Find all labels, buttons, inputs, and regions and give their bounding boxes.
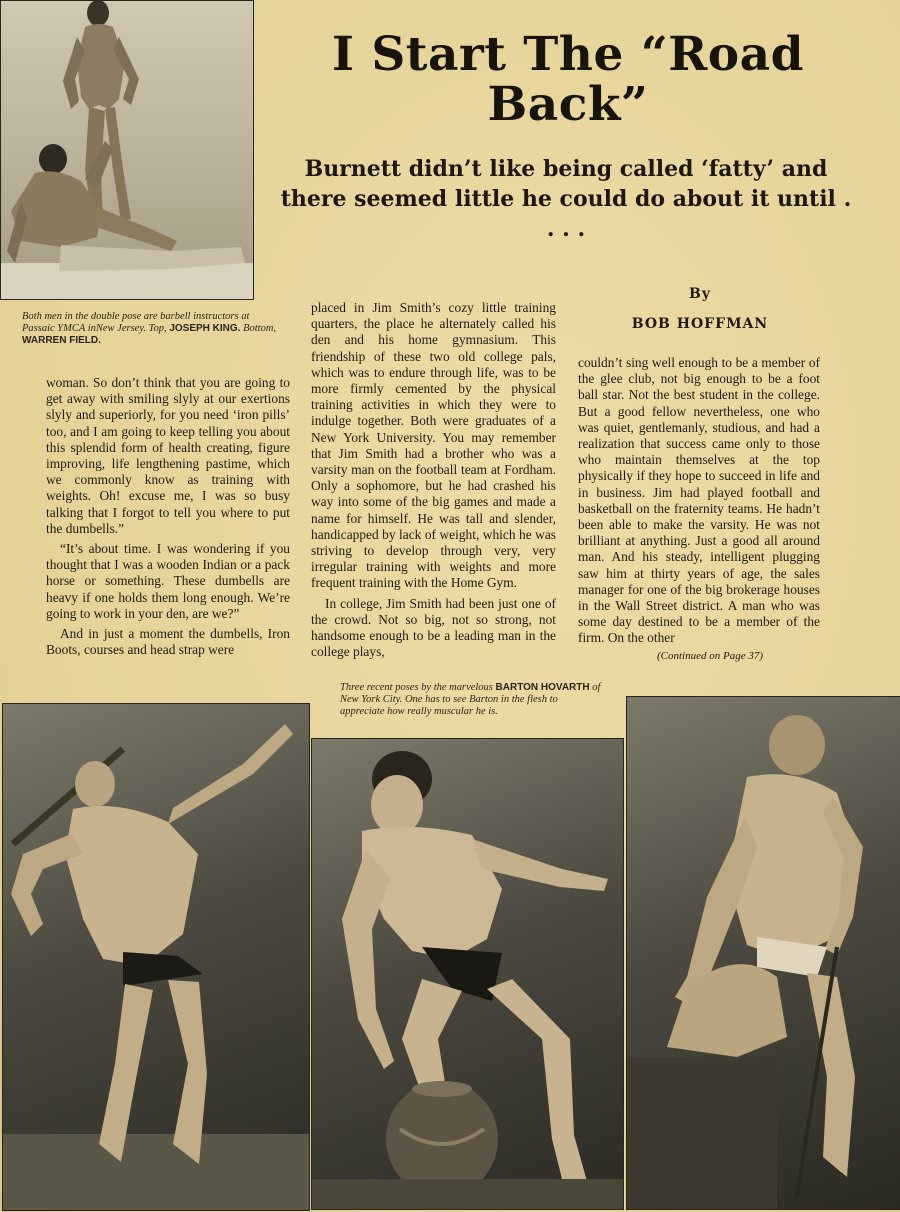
body-column-2 (311, 300, 556, 660)
caption-name-top: JOSEPH KING. (169, 323, 241, 334)
byline-by: By (689, 286, 711, 302)
continued-note: (Continued on Page 37) (656, 650, 763, 662)
caption-text: of New York City. One has to see Barton in the flesh to appreciate how really muscular he is. (340, 682, 601, 717)
author-name: BOB HOFFMAN (631, 316, 769, 332)
paragraph: And in just a moment the dumbells, Iron Boots, courses and head strap were (46, 626, 290, 658)
paragraph: “It’s about time. I was wondering if you thought that I was a wooden Indian or a pack horse or something. These dumbells are heavy if one holds them long enough. We’re going to work in your den, are we?” (46, 541, 290, 621)
pose-photo-vase (311, 738, 624, 1210)
article-title: I Start The “Road Back” (332, 27, 804, 132)
caption-name: BARTON HOVARTH (495, 682, 590, 693)
pose-photo-javelin (2, 703, 310, 1211)
caption-text: Both men in the double pose are barbell instructors at Passaic YMCA inNew Jersey. Top, (22, 311, 250, 334)
double-pose-photo (0, 0, 254, 300)
top-photo-caption (22, 311, 284, 347)
paragraph: woman. So don’t think that you are going to get away with smiling slyly at our exertions slyly and superiorly, for you need ‘iron pills’ too, and I am going to keep telling you about this splendid form of health creating, figure improving, life lengthening pastime, which we commonly know as training with weights. Oh! excuse me, I was so busy talking that I forgot to tell you where to put the dumbells.” (46, 375, 290, 536)
caption-text: Three recent poses by the marvelous (340, 682, 493, 693)
body-column-1 (46, 375, 290, 658)
paragraph: In college, Jim Smith had been just one of the crowd. Not so big, not so strong, not handsome enough to be a leading man in the college plays, (311, 595, 556, 660)
body-column-3 (578, 355, 820, 647)
article-subtitle: Burnett didn’t like being called ‘fatty’ and there seemed little he could do about it until . . . . (280, 156, 852, 242)
bottom-photos-caption (340, 682, 602, 718)
caption-text-bottom: Bottom, (243, 323, 277, 334)
paragraph: couldn’t sing well enough to be a member of the glee club, not big enough to be a foot ball star. Not the best student in the college. But a good fellow nevertheless, one who was quiet, gentlemanly, studious, and had a realization that success came only to those who maintain themselves at the top physically if they hope to succeed in life and in business. Jim had played football and basketball on the fraternity teams. He hadn’t been able to make the varsity. He was not brilliant at anything. Just a good all around man. And his steady, intelligent plugging saw him at thirty years of age, the sales manager for one of the big brokerage houses in the Wall Street district. A man who was some day destined to be a member of the firm. On the other (578, 355, 820, 646)
paragraph: placed in Jim Smith’s cozy little training quarters, the place he alternately called his den and his home gymnasium. This friendship of these two old college pals, which was to endure through life, was to be more firmly cemented by the physical training activities in which they were to indulge together. Both were graduates of a New York University. You may remember that Jim Smith had a brother who was a varsity man on the football team at Fordham. Only a sophomore, but he had crashed his way into some of the big games and made a name for himself. He was tall and slender, handicapped by lack of weight, which he was striving to develop through very, very irregular training with weights and more frequent training with the Home Gym. (311, 300, 556, 591)
caption-name-bottom: WARREN FIELD. (22, 335, 101, 346)
pose-photo-sword (626, 696, 900, 1210)
